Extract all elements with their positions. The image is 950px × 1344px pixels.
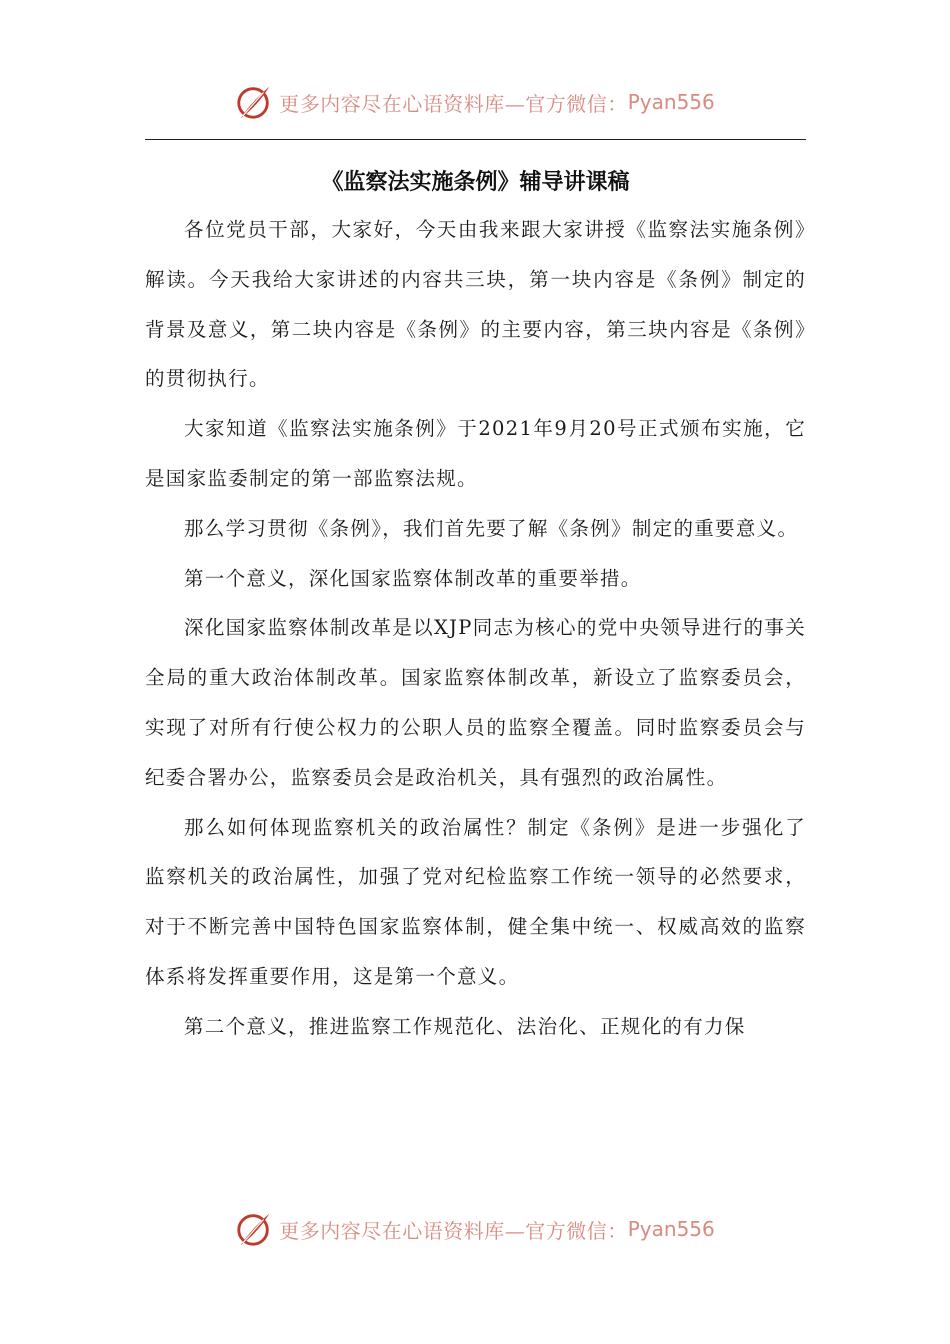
paragraph: 第二个意义，推进监察工作规范化、法治化、正规化的有力保 — [184, 1014, 746, 1038]
paragraph: 第一个意义，深化国家监察体制改革的重要举措。 — [184, 566, 642, 590]
watermark-handle: Pyan556 — [627, 90, 715, 114]
header-divider — [145, 139, 806, 140]
paragraph: 大家知道《监察法实施条例》于2021年9月20号正式颁布实施，它是国家监委制定的第一部监察法规。 — [145, 417, 806, 490]
quill-pen-logo-icon — [235, 83, 273, 121]
footer-watermark — [0, 1207, 950, 1251]
watermark-text: 更多内容尽在心语资料库—官方微信： — [279, 1218, 628, 1243]
quill-pen-logo-icon — [235, 1210, 273, 1248]
watermark-handle: Pyan556 — [627, 1217, 715, 1241]
paragraph: 深化国家监察体制改革是以XJP同志为核心的党中央领导进行的事关全局的重大政治体制改革。国家监察体制改革，新设立了监察委员会，实现了对所有行使公权力的公职人员的监察全覆盖。同时监察委员会与纪委合署办公，监察委员会是政治机关，具有强烈的政治属性。 — [145, 616, 806, 789]
header-watermark — [0, 80, 950, 124]
watermark-text: 更多内容尽在心语资料库—官方微信： — [279, 91, 628, 116]
paragraph: 那么学习贯彻《条例》，我们首先要了解《条例》制定的重要意义。 — [184, 516, 799, 540]
document-title: 《监察法实施条例》辅导讲课稿 — [321, 170, 630, 195]
paragraph: 各位党员干部，大家好，今天由我来跟大家讲授《监察法实施条例》解读。今天我给大家讲述的内容共三块，第一块内容是《条例》制定的背景及意义，第二块内容是《条例》的主要内容，第三块内容是《条例》的贯彻执行。 — [145, 218, 806, 391]
document-body — [145, 161, 806, 1052]
paragraph: 那么如何体现监察机关的政治属性？制定《条例》是进一步强化了监察机关的政治属性，加强了党对纪检监察工作统一领导的必然要求，对于不断完善中国特色国家监察体制，健全集中统一、权威高效的监察体系将发挥重要作用，这是第一个意义。 — [145, 815, 806, 988]
